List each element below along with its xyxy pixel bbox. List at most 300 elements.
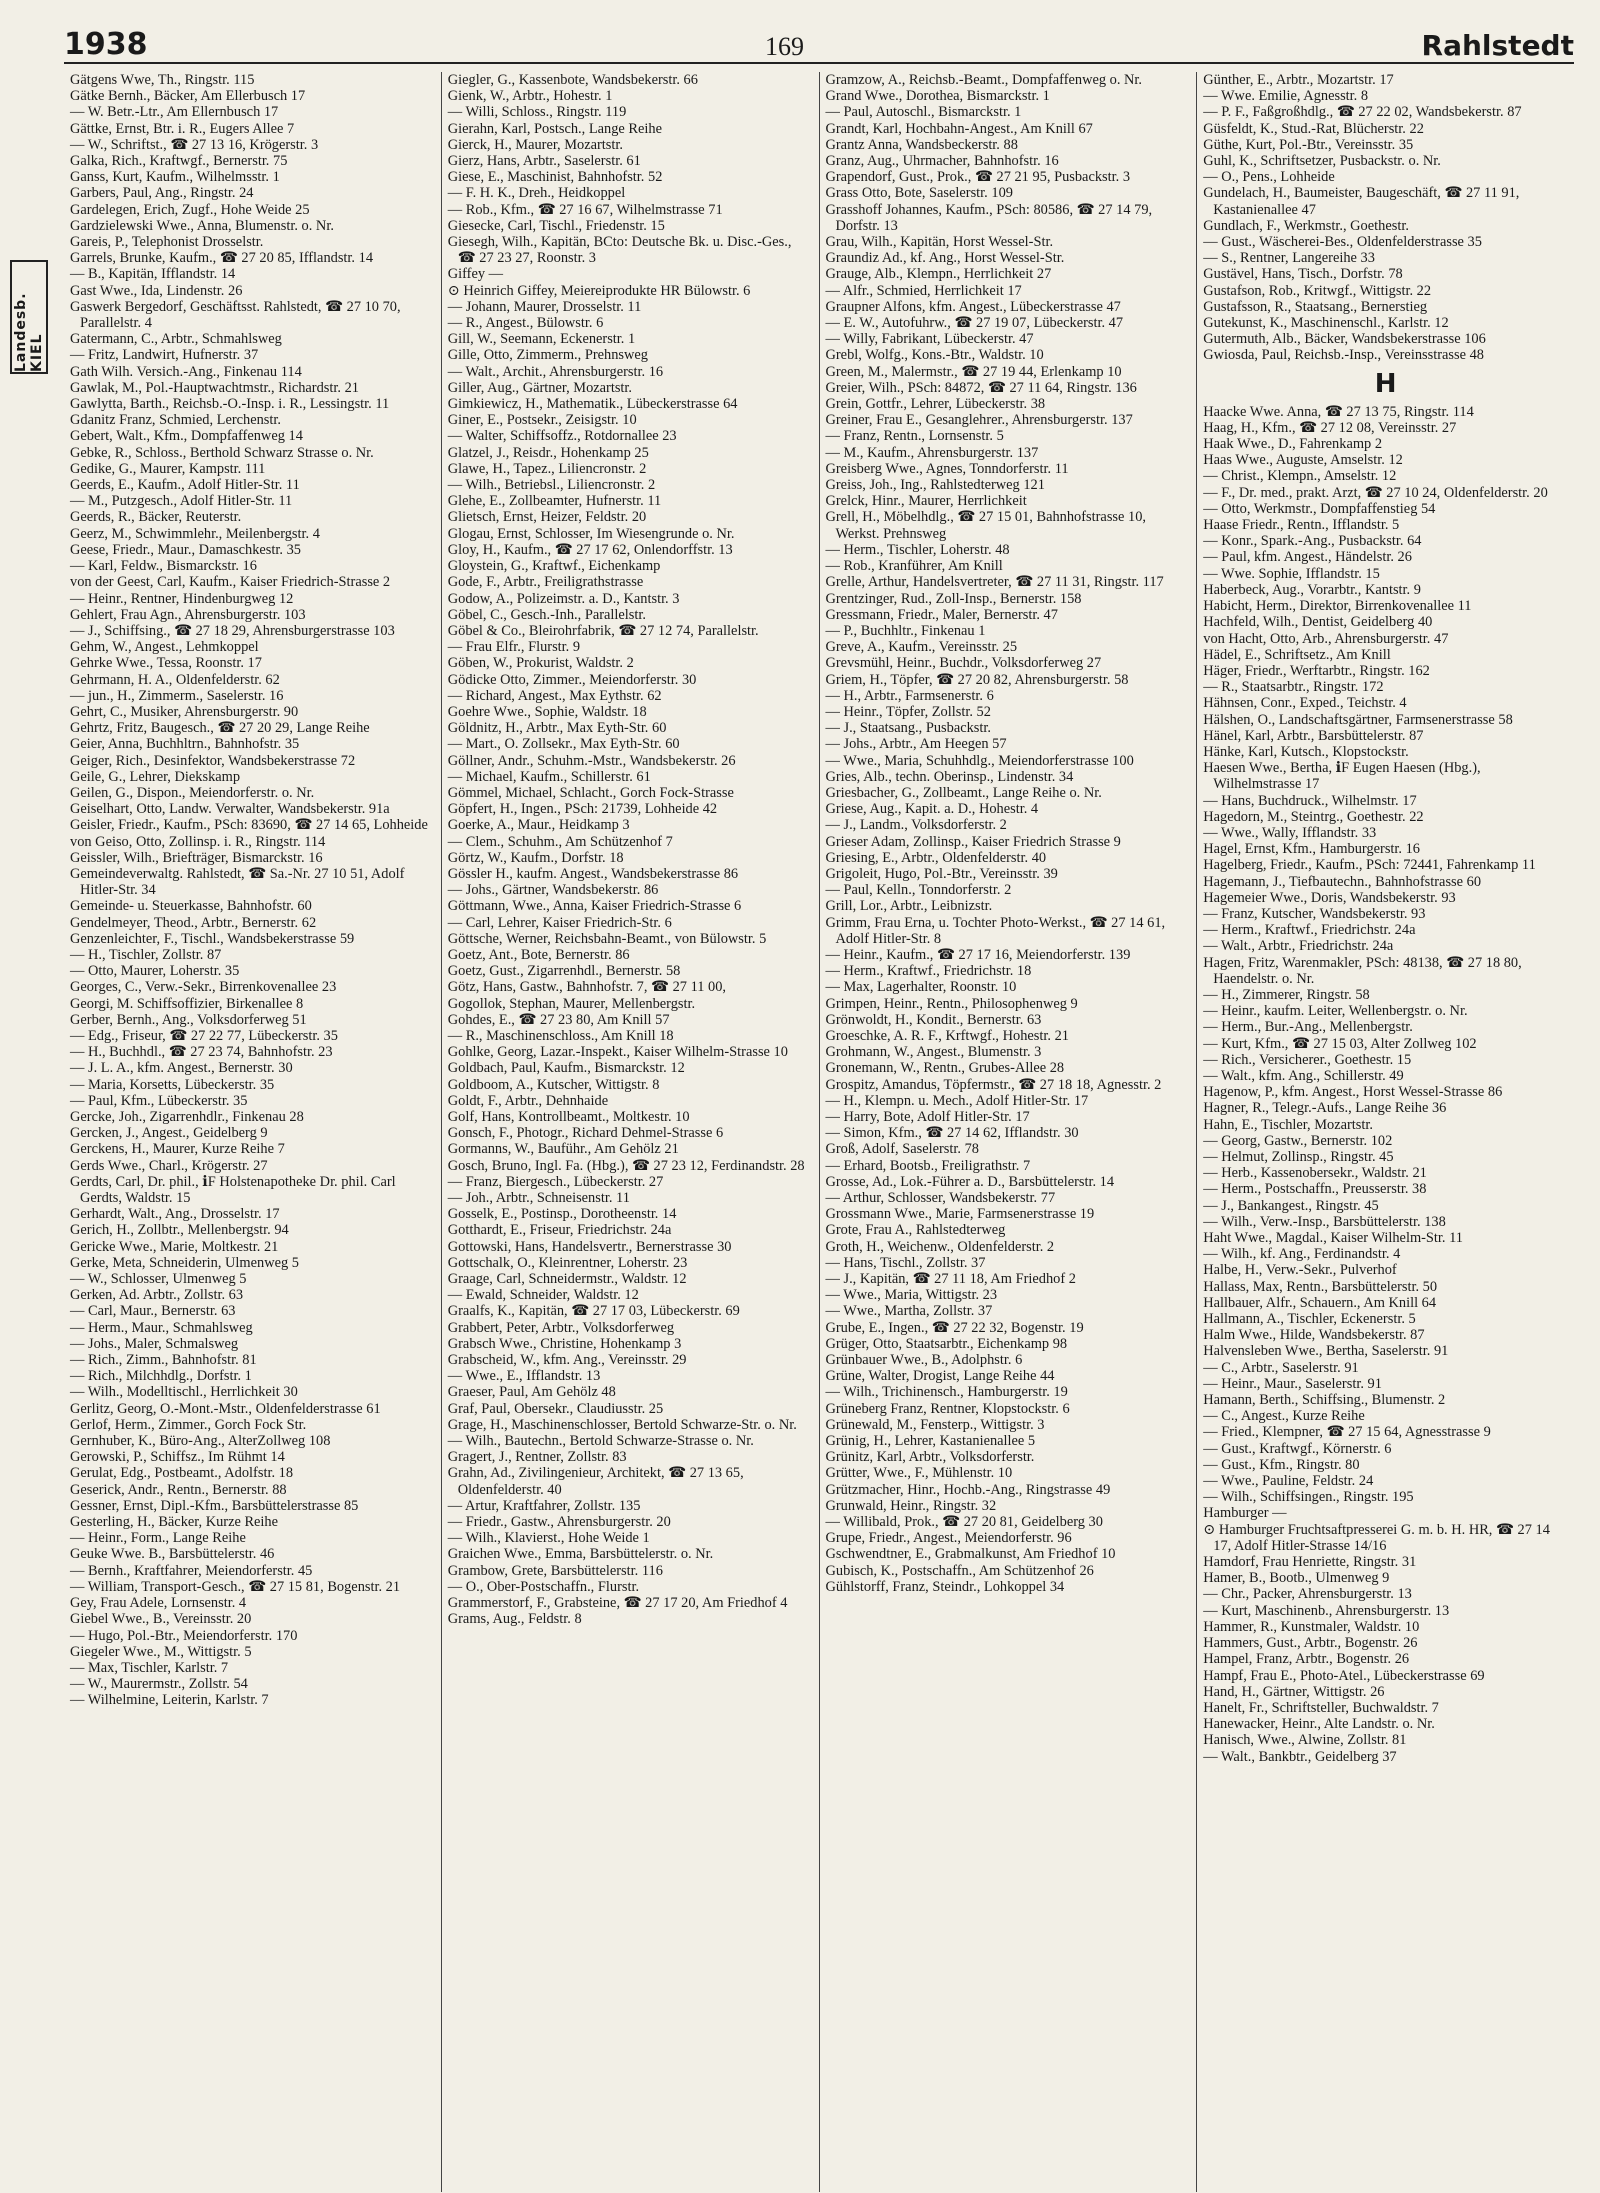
directory-entry: Göllner, Andr., Schuhm.-Mstr., Wandsbekerstr. 26 <box>447 752 736 769</box>
directory-entry: Gosselk, E., Postinsp., Dorotheenstr. 14 <box>447 1206 677 1223</box>
directory-entry: Hanisch, Wwe., Alwine, Zollstr. 81 <box>1203 1732 1407 1749</box>
directory-entry: Grohmann, W., Angest., Blumenstr. 3 <box>825 1044 1042 1061</box>
directory-entry: — Johs., Maler, Schmalsweg <box>70 1335 239 1352</box>
directory-entry: — Harry, Bote, Adolf Hitler-Str. 17 <box>825 1109 1030 1125</box>
directory-entry: — Wilh., Betriebsl., Liliencronstr. 2 <box>447 477 656 494</box>
directory-entry: Giegler, G., Kassenbote, Wandsbekerstr. 66 <box>447 72 698 88</box>
directory-entry: Hand, H., Gärtner, Wittigstr. 26 <box>1203 1683 1385 1700</box>
directory-entry: Gaswerk Bergedorf, Geschäftsst. Rahlstedt, ☎ 27 10 70, Parallelstr. 4 <box>70 298 401 332</box>
directory-entry: — J., Staatsang., Pusbackstr. <box>825 720 991 737</box>
directory-entry: Georgi, M. Schiffsoffizier, Birkenallee 8 <box>70 995 304 1012</box>
directory-entry: Grossmann Wwe., Marie, Farmsenerstrasse 19 <box>825 1206 1095 1223</box>
directory-entry: Gath Wilh. Versich.-Ang., Finkenau 114 <box>70 363 302 380</box>
directory-entry: Graalfs, K., Kapitän, ☎ 27 17 03, Lübeckerstr. 69 <box>447 1303 740 1320</box>
directory-entry: Hallbauer, Alfr., Schauern., Am Knill 64 <box>1203 1294 1437 1311</box>
directory-entry: Gottowski, Hans, Handelsvertr., Bernerstrasse 30 <box>447 1238 732 1255</box>
directory-entry: — Wwe., Maria, Schuhhdlg., Meiendorferstrasse 100 <box>825 752 1134 769</box>
directory-entry: — Wwe., Maria, Wittigstr. 23 <box>825 1287 998 1304</box>
directory-entry: Gries, Alb., techn. Oberinsp., Lindenstr. 34 <box>825 768 1074 785</box>
directory-entry: — Herm., Tischler, Loherstr. 48 <box>825 541 1010 558</box>
library-stamp <box>10 260 48 374</box>
directory-entry: — Herm., Kraftwf., Friedrichstr. 24a <box>1203 922 1416 939</box>
directory-entry: — Walt., Archit., Ahrensburgerstr. 16 <box>447 363 664 380</box>
directory-entry: Günther, E., Arbtr., Mozartstr. 17 <box>1203 72 1394 88</box>
directory-entry: Gwiosda, Paul, Reichsb.-Insp., Vereinsstrasse 48 <box>1203 347 1484 364</box>
directory-entry: Grein, Gottfr., Lehrer, Lübeckerstr. 38 <box>825 396 1046 413</box>
directory-entry: — Wilh., kf. Ang., Ferdinandstr. 4 <box>1203 1246 1401 1263</box>
directory-entry: — J., Bankangest., Ringstr. 45 <box>1203 1197 1379 1214</box>
directory-entry: Hachfeld, Wilh., Dentist, Geidelberg 40 <box>1203 614 1433 631</box>
directory-entry: Gebert, Walt., Kfm., Dompfaffenweg 14 <box>70 428 303 445</box>
directory-entry: Godow, A., Polizeimstr. a. D., Kantstr. 3 <box>447 590 680 607</box>
directory-entry: Goerke, A., Maur., Heidkamp 3 <box>447 817 630 834</box>
directory-entry: — Paul, Autoschl., Bismarckstr. 1 <box>825 104 1022 121</box>
directory-entry: Gebke, R., Schloss., Berthold Schwarz Strasse o. Nr. <box>70 444 374 461</box>
page-number: 169 <box>765 32 805 61</box>
directory-entry: — Max, Tischler, Karlstr. 7 <box>70 1659 229 1676</box>
directory-entry: Gehrke Wwe., Tessa, Roonstr. 17 <box>70 655 262 672</box>
directory-entry: Göpfert, H., Ingen., PSch: 21739, Lohheide 42 <box>447 801 718 818</box>
directory-entry: — W., Maurermstr., Zollstr. 54 <box>70 1676 248 1693</box>
directory-entry: Gill, W., Seemann, Eckenerstr. 1 <box>447 331 636 348</box>
directory-entry: — Kurt, Kfm., ☎ 27 15 03, Alter Zollweg 102 <box>1203 1035 1477 1052</box>
directory-entry: von Geiso, Otto, Zollinsp. i. R., Ringstr. 114 <box>70 833 326 850</box>
directory-entry: Gardelegen, Erich, Zugf., Hohe Weide 25 <box>70 201 310 218</box>
directory-entry: Hagen, Fritz, Warenmakler, PSch: 48138, ☎ 27 18 80, Haendelstr. o. Nr. <box>1203 954 1522 987</box>
directory-entry: Gehrtz, Fritz, Baugesch., ☎ 27 20 29, Lange Reihe <box>70 720 370 737</box>
directory-entry: — C., Arbtr., Saselerstr. 91 <box>1203 1359 1359 1376</box>
directory-entry: Grell, H., Möbelhdlg., ☎ 27 15 01, Bahnhofstrasse 10, Werkst. Prehnsweg <box>825 509 1146 542</box>
directory-entry: Hagedorn, M., Steintrg., Goethestr. 22 <box>1203 808 1424 825</box>
directory-entry: Grentzinger, Rud., Zoll-Insp., Bernerstr. 158 <box>825 590 1082 607</box>
directory-entry: Hänel, Karl, Arbtr., Barsbüttelerstr. 87 <box>1203 727 1424 744</box>
directory-entry: Grabsch Wwe., Christine, Hohenkamp 3 <box>447 1335 682 1352</box>
directory-entry: Gutekunst, K., Maschinenschl., Karlstr. 12 <box>1203 315 1449 332</box>
directory-entry: Grebl, Wolfg., Kons.-Btr., Waldstr. 10 <box>825 347 1044 364</box>
directory-entry: Güthe, Kurt, Pol.-Btr., Vereinsstr. 35 <box>1203 136 1414 153</box>
directory-entry: Grüne, Walter, Drogist, Lange Reihe 44 <box>825 1368 1055 1385</box>
directory-entry: Gierz, Hans, Arbtr., Saselerstr. 61 <box>447 153 641 170</box>
directory-entry: Grapendorf, Gust., Prok., ☎ 27 21 95, Pusbackstr. 3 <box>825 169 1131 186</box>
directory-entry: — H., Tischler, Zollstr. 87 <box>70 946 222 963</box>
directory-entry: ⊙ Hamburger Fruchtsaftpresserei G. m. b. H. HR, ☎ 27 14 17, Adolf Hitler-Strasse 14/16 <box>1203 1521 1550 1554</box>
directory-entry: Geiselhart, Otto, Landw. Verwalter, Wandsbekerstr. 91a <box>70 801 390 818</box>
directory-entry: Hahn, E., Tischler, Mozartstr. <box>1203 1116 1373 1133</box>
directory-entry: Gronemann, W., Rentn., Grubes-Allee 28 <box>825 1060 1065 1077</box>
directory-entry: Gottschalk, O., Kleinrentner, Loherstr. 23 <box>447 1254 688 1271</box>
directory-entry: — S., Rentner, Langereihe 33 <box>1203 250 1375 267</box>
directory-entry: Gerke, Meta, Schneiderin, Ulmenweg 5 <box>70 1254 299 1271</box>
directory-entry: Gedike, G., Maurer, Kampstr. 111 <box>70 460 266 477</box>
directory-entry: Giner, E., Postsekr., Zeisigstr. 10 <box>447 412 637 429</box>
directory-entry: — R., Angest., Bülowstr. 6 <box>447 315 604 332</box>
directory-entry: — Edg., Friseur, ☎ 27 22 77, Lübeckerstr. 35 <box>70 1027 338 1044</box>
directory-entry: Gätgens Wwe, Th., Ringstr. 115 <box>70 72 255 88</box>
directory-entry: Gierck, H., Maurer, Mozartstr. <box>447 136 624 153</box>
directory-entry: Gatermann, C., Arbtr., Schmahlsweg <box>70 331 282 348</box>
directory-entry: Gundlach, F., Werkmstr., Goethestr. <box>1203 217 1409 234</box>
directory-entry: Haase Friedr., Rentn., Ifflandstr. 5 <box>1203 517 1400 534</box>
directory-entry: Giffey — <box>447 266 504 283</box>
directory-entry: Gosch, Bruno, Ingl. Fa. (Hbg.), ☎ 27 23 12, Ferdinandstr. 28 <box>447 1157 805 1174</box>
directory-entry: Gotthardt, E., Friseur, Friedrichstr. 24a <box>447 1222 672 1239</box>
directory-entry: Grospitz, Amandus, Töpfermstr., ☎ 27 18 18, Agnesstr. 2 <box>825 1076 1162 1093</box>
directory-entry: Geissler, Wilh., Briefträger, Bismarckstr. 16 <box>70 849 323 866</box>
directory-entry: Ganss, Kurt, Kaufm., Wilhelmsstr. 1 <box>70 169 280 186</box>
directory-entry: Gerken, Ad. Arbtr., Zollstr. 63 <box>70 1287 244 1304</box>
directory-entry: Grand Wwe., Dorothea, Bismarckstr. 1 <box>825 88 1050 105</box>
directory-entry: Görtz, W., Kaufm., Dorfstr. 18 <box>447 849 624 866</box>
directory-entry: Grütter, Wwe., F., Mühlenstr. 10 <box>825 1465 1013 1482</box>
directory-entry: Gätke Bernh., Bäcker, Am Ellerbusch 17 <box>70 88 306 105</box>
directory-entry: — Wilh., Trichinensch., Hamburgerstr. 19 <box>825 1384 1068 1401</box>
directory-entry: — Karl, Feldw., Bismarckstr. 16 <box>70 558 257 575</box>
directory-entry: Hallass, Max, Rentn., Barsbüttelerstr. 50 <box>1203 1278 1438 1295</box>
directory-entry: Gerhardt, Walt., Ang., Drosselstr. 17 <box>70 1206 280 1223</box>
directory-entry: — F. H. K., Dreh., Heidkoppel <box>447 185 626 202</box>
directory-entry: Granz, Aug., Uhrmacher, Bahnhofstr. 16 <box>825 153 1059 170</box>
directory-entry: Grunwald, Heinr., Ringstr. 32 <box>825 1497 997 1514</box>
directory-entry: — Willi, Schloss., Ringstr. 119 <box>447 104 627 121</box>
directory-entry: Grage, H., Maschinenschlosser, Bertold Schwarze-Str. o. Nr. <box>447 1416 797 1433</box>
directory-entry: Gohlke, Georg, Lazar.-Inspekt., Kaiser Wilhelm-Strasse 10 <box>447 1044 788 1061</box>
directory-entry: Gessner, Ernst, Dipl.-Kfm., Barsbüttelerstrasse 85 <box>70 1497 359 1514</box>
directory-entry: — Wilh., Klavierst., Hohe Weide 1 <box>447 1530 650 1547</box>
directory-entry: Geserick, Andr., Rentn., Bernerstr. 88 <box>70 1481 287 1498</box>
directory-entry: Göbel, C., Gesch.-Inh., Parallelstr. <box>447 606 646 623</box>
directory-entry: Grams, Aug., Feldstr. 8 <box>447 1611 582 1628</box>
directory-entry: — Michael, Kaufm., Schillerstr. 61 <box>447 768 651 785</box>
directory-entry: Garbers, Paul, Ang., Ringstr. 24 <box>70 185 254 202</box>
directory-entry: Gerdts, Carl, Dr. phil., ℹF Holstenapotheke Dr. phil. Carl Gerdts, Waldstr. 15 <box>70 1173 396 1207</box>
directory-entry: Gercken, J., Angest., Geidelberg 9 <box>70 1125 268 1142</box>
directory-entry: Grünewald, M., Fensterp., Wittigstr. 3 <box>825 1416 1045 1433</box>
directory-entry: Hamburger — <box>1203 1505 1287 1522</box>
directory-entry: Groth, H., Weichenw., Oldenfelderstr. 2 <box>825 1238 1055 1255</box>
directory-columns <box>64 72 1574 2192</box>
directory-entry: — Frau Elfr., Flurstr. 9 <box>447 639 581 656</box>
directory-entry: Gehrt, C., Musiker, Ahrensburgerstr. 90 <box>70 703 299 720</box>
directory-entry: Haak Wwe., D., Fahrenkamp 2 <box>1203 436 1383 453</box>
directory-entry: Greiner, Frau E., Gesanglehrer., Ahrensburgerstr. 137 <box>825 412 1133 429</box>
directory-entry: Hanewacker, Heinr., Alte Landstr. o. Nr. <box>1203 1716 1435 1733</box>
directory-entry: — Rich., Milchhdlg., Dorfstr. 1 <box>70 1368 252 1385</box>
directory-entry: Gehrmann, H. A., Oldenfelderstr. 62 <box>70 671 280 688</box>
directory-entry: — W., Schriftst., ☎ 27 13 16, Krögerstr. 3 <box>70 136 319 153</box>
directory-entry: — Wwe., Pauline, Feldstr. 24 <box>1203 1473 1374 1490</box>
directory-entry: — Franz, Kutscher, Wandsbekerstr. 93 <box>1203 905 1426 922</box>
directory-entry: — P. F., Faßgroßhdlg., ☎ 27 22 02, Wandsbekerstr. 87 <box>1203 104 1522 121</box>
directory-entry: — E. W., Autofuhrw., ☎ 27 19 07, Lübeckerstr. 47 <box>825 315 1124 332</box>
directory-entry: — Otto, Werkmstr., Dompfaffenstieg 54 <box>1203 500 1436 517</box>
directory-entry: Gernhuber, K., Büro-Ang., AlterZollweg 108 <box>70 1433 331 1450</box>
directory-entry: Göbel & Co., Bleirohrfabrik, ☎ 27 12 74, Parallelstr. <box>447 622 759 639</box>
directory-entry: — Walt., kfm. Ang., Schillerstr. 49 <box>1203 1067 1404 1084</box>
directory-entry: — Willy, Fabrikant, Lübeckerstr. 47 <box>825 331 1034 348</box>
directory-entry: Gerlitz, Georg, O.-Mont.-Mstr., Oldenfelderstrasse 61 <box>70 1400 381 1417</box>
directory-entry: — J., Schiffsing., ☎ 27 18 29, Ahrensburgerstrasse 103 <box>70 622 395 639</box>
directory-entry: Gühlstorff, Franz, Steindr., Lohkoppel 34 <box>825 1578 1065 1595</box>
directory-entry: Grieser Adam, Zollinsp., Kaiser Friedrich Strasse 9 <box>825 833 1121 850</box>
directory-entry: Graichen Wwe., Emma, Barsbüttelerstr. o. Nr. <box>447 1546 714 1563</box>
directory-entry: — M., Kaufm., Ahrensburgerstr. 137 <box>825 444 1039 461</box>
directory-entry: Gschwendtner, E., Grabmalkunst, Am Friedhof 10 <box>825 1546 1116 1563</box>
directory-entry: Gömmel, Michael, Schlacht., Gorch Fock-Strasse <box>447 784 734 801</box>
directory-entry: Glatzel, J., Reisdr., Hohenkamp 25 <box>447 444 649 461</box>
directory-entry: Grahn, Ad., Zivilingenieur, Architekt, ☎ 27 13 65, Oldenfelderstr. 40 <box>447 1465 744 1498</box>
directory-entry: Grüger, Otto, Staatsarbtr., Eichenkamp 98 <box>825 1335 1068 1352</box>
directory-entry: — Wilh., Verw.-Insp., Barsbüttelerstr. 138 <box>1203 1213 1446 1230</box>
directory-entry: Garrels, Brunke, Kaufm., ☎ 27 20 85, Ifflandstr. 14 <box>70 250 374 267</box>
directory-entry: Greve, A., Kaufm., Vereinsstr. 25 <box>825 639 1018 656</box>
directory-entry: Hälshen, O., Landschaftsgärtner, Farmsenerstrasse 58 <box>1203 711 1513 728</box>
directory-entry: Gdanitz Franz, Schmied, Lerchenstr. <box>70 412 281 429</box>
directory-entry: Gerlof, Herm., Zimmer., Gorch Fock Str. <box>70 1416 307 1433</box>
directory-entry: — Max, Lagerhalter, Roonstr. 10 <box>825 979 1017 996</box>
column-1 <box>64 72 442 2192</box>
directory-entry: — Heinr., Töpfer, Zollstr. 52 <box>825 703 991 720</box>
directory-entry: Hagenow, P., kfm. Angest., Horst Wessel-Strasse 86 <box>1203 1084 1503 1101</box>
directory-entry: Giesecke, Carl, Tischl., Friedenstr. 15 <box>447 217 665 234</box>
directory-entry: — Wilh., Bautechn., Bertold Schwarze-Strasse o. Nr. <box>447 1433 754 1450</box>
directory-entry: — Georg, Gastw., Bernerstr. 102 <box>1203 1132 1393 1149</box>
directory-entry: Hagner, R., Telegr.-Aufs., Lange Reihe 36 <box>1203 1100 1447 1117</box>
directory-entry: Greisberg Wwe., Agnes, Tonndorferstr. 11 <box>825 460 1069 477</box>
column-4 <box>1197 72 1574 2192</box>
directory-entry: Griese, Aug., Kapit. a. D., Hohestr. 4 <box>825 801 1039 818</box>
directory-entry: Grasshoff Johannes, Kaufm., PSch: 80586, ☎ 27 14 79, Dorfstr. 13 <box>825 201 1153 234</box>
directory-entry: Giese, E., Maschinist, Bahnhofstr. 52 <box>447 169 663 186</box>
directory-entry: Hallmann, A., Tischler, Eckenerstr. 5 <box>1203 1311 1416 1328</box>
directory-entry: Gerich, H., Zollbtr., Mellenbergstr. 94 <box>70 1222 289 1239</box>
directory-entry: Grevsmühl, Heinr., Buchdr., Volksdorferweg 27 <box>825 655 1102 672</box>
directory-entry: Gerber, Bernh., Ang., Volksdorferweg 51 <box>70 1011 307 1028</box>
directory-entry: — Richard, Angest., Max Eythstr. 62 <box>447 687 662 704</box>
directory-entry: — H., Zimmerer, Ringstr. 58 <box>1203 986 1370 1003</box>
directory-entry: Gerowski, P., Schiffsz., Im Rühmt 14 <box>70 1449 285 1466</box>
directory-entry: Geuke Wwe. B., Barsbüttelerstr. 46 <box>70 1546 275 1563</box>
directory-entry: — Paul, Kfm., Lübeckerstr. 35 <box>70 1092 248 1109</box>
directory-entry: Goldt, F., Arbtr., Dehnhaide <box>447 1092 609 1109</box>
directory-entry: Gawlak, M., Pol.-Hauptwachtmstr., Richardstr. 21 <box>70 379 359 396</box>
directory-entry: — Erhard, Bootsb., Freiligrathstr. 7 <box>825 1157 1031 1174</box>
directory-entry: — P., Buchhltr., Finkenau 1 <box>825 622 986 639</box>
directory-entry: Geile, G., Lehrer, Diekskamp <box>70 768 241 785</box>
directory-entry: Grote, Frau A., Rahlstedterweg <box>825 1222 1006 1239</box>
directory-entry: Gutermuth, Alb., Bäcker, Wandsbekerstrasse 106 <box>1203 331 1486 348</box>
directory-entry: Goldbach, Paul, Kaufm., Bismarckstr. 12 <box>447 1060 685 1077</box>
directory-entry: — J., Landm., Volksdorferstr. 2 <box>825 817 1007 834</box>
directory-entry: Glawe, H., Tapez., Liliencronstr. 2 <box>447 460 647 477</box>
directory-entry: — W. Betr.-Ltr., Am Ellernbusch 17 <box>70 104 279 121</box>
directory-entry: Greier, Wilh., PSch: 84872, ☎ 27 11 64, Ringstr. 136 <box>825 379 1137 396</box>
directory-entry: Gode, F., Arbtr., Freiligrathstrasse <box>447 574 644 591</box>
directory-entry: — Otto, Maurer, Loherstr. 35 <box>70 963 240 980</box>
directory-entry: Gössler H., kaufm. Angest., Wandsbekerstrasse 86 <box>447 865 739 882</box>
directory-entry: Griem, H., Töpfer, ☎ 27 20 82, Ahrensburgerstr. 58 <box>825 671 1129 688</box>
directory-entry: — William, Transport-Gesch., ☎ 27 15 81, Bogenstr. 21 <box>70 1578 401 1595</box>
directory-entry: — Hans, Buchdruck., Wilhelmstr. 17 <box>1203 792 1417 809</box>
directory-entry: — Arthur, Schlosser, Wandsbekerstr. 77 <box>825 1190 1056 1207</box>
directory-entry: Gerds Wwe., Charl., Krögerstr. 27 <box>70 1157 268 1174</box>
directory-entry: — Hugo, Pol.-Btr., Meiendorferstr. 170 <box>70 1627 298 1644</box>
directory-entry: Haacke Wwe. Anna, ☎ 27 13 75, Ringstr. 114 <box>1203 403 1474 420</box>
directory-entry: Gercke, Joh., Zigarrenhdlr., Finkenau 28 <box>70 1109 304 1125</box>
directory-entry: Grauge, Alb., Klempn., Herrlichkeit 27 <box>825 266 1052 283</box>
directory-entry: — Friedr., Gastw., Ahrensburgerstr. 20 <box>447 1514 671 1531</box>
directory-entry: — Heinr., Rentner, Hindenburgweg 12 <box>70 590 294 607</box>
directory-entry: — jun., H., Zimmerm., Saselerstr. 16 <box>70 687 284 704</box>
directory-entry: Gehlert, Frau Agn., Ahrensburgerstr. 103 <box>70 606 306 623</box>
directory-entry: Grünbauer Wwe., B., Adolphstr. 6 <box>825 1352 1023 1369</box>
directory-entry: — Gust., Kraftwgf., Körnerstr. 6 <box>1203 1440 1392 1457</box>
directory-entry: Georges, C., Verw.-Sekr., Birrenkovenallee 23 <box>70 979 337 996</box>
directory-entry: — R., Staatsarbtr., Ringstr. 172 <box>1203 679 1384 696</box>
directory-entry: — J., Kapitän, ☎ 27 11 18, Am Friedhof 2 <box>825 1271 1076 1288</box>
directory-entry: Grill, Lor., Arbtr., Leibnizstr. <box>825 898 993 915</box>
directory-entry: — Johs., Arbtr., Am Heegen 57 <box>825 736 1007 753</box>
directory-entry: — Simon, Kfm., ☎ 27 14 62, Ifflandstr. 30 <box>825 1125 1079 1142</box>
directory-entry: — Wilh., Schiffsingen., Ringstr. 195 <box>1203 1489 1414 1506</box>
directory-entry: Geilen, G., Dispon., Meiendorferstr. o. Nr. <box>70 784 315 801</box>
directory-entry: Hamann, Berth., Schiffsing., Blumenstr. 2 <box>1203 1392 1446 1409</box>
directory-entry: Gloy, H., Kaufm., ☎ 27 17 62, Onlendorffstr. 13 <box>447 541 733 558</box>
directory-entry: — Wwe., E., Ifflandstr. 13 <box>447 1368 601 1385</box>
directory-entry: — Artur, Kraftfahrer, Zollstr. 135 <box>447 1497 641 1514</box>
directory-entry: — Kurt, Maschinenb., Ahrensburgerstr. 13 <box>1203 1602 1450 1619</box>
directory-entry: — Carl, Maur., Bernerstr. 63 <box>70 1303 236 1320</box>
directory-entry: Halvensleben Wwe., Bertha, Saselerstr. 91 <box>1203 1343 1449 1360</box>
directory-entry: Grau, Wilh., Kapitän, Horst Wessel-Str. <box>825 234 1054 251</box>
directory-entry: — W., Schlosser, Ulmenweg 5 <box>70 1271 247 1288</box>
directory-entry: Green, M., Malermstr., ☎ 27 19 44, Erlenkamp 10 <box>825 363 1122 380</box>
directory-entry: — H., Buchhdl., ☎ 27 23 74, Bahnhofstr. 23 <box>70 1044 333 1061</box>
directory-entry: — Paul, Kelln., Tonndorferstr. 2 <box>825 882 1012 899</box>
directory-entry: Grantz Anna, Wandsbeckerstr. 88 <box>825 136 1018 153</box>
directory-entry: — Rob., Kranführer, Am Knill <box>825 558 1003 575</box>
stamp-text: Landesb. KIEL <box>13 292 45 372</box>
directory-entry: Grelle, Arthur, Handelsvertreter, ☎ 27 11 31, Ringstr. 117 <box>825 574 1164 591</box>
directory-entry: Gohdes, E., ☎ 27 23 80, Am Knill 57 <box>447 1011 670 1028</box>
directory-entry: Gubisch, K., Postschaffn., Am Schützenhof 26 <box>825 1562 1094 1579</box>
column-3 <box>820 72 1198 2192</box>
directory-entry: Goehre Wwe., Sophie, Waldstr. 18 <box>447 703 647 720</box>
directory-entry: Gressmann, Friedr., Maler, Bernerstr. 47 <box>825 606 1058 623</box>
directory-entry: Geisler, Friedr., Kaufm., PSch: 83690, ☎ 27 14 65, Lohheide <box>70 817 428 834</box>
directory-entry: Gericke Wwe., Marie, Moltkestr. 21 <box>70 1238 279 1255</box>
header-place: Rahlstedt <box>1421 29 1574 62</box>
directory-entry: Gendelmeyer, Theod., Arbtr., Bernerstr. 62 <box>70 914 317 931</box>
directory-entry: — Herm., Kraftwf., Friedrichstr. 18 <box>825 963 1032 980</box>
directory-entry: — Christ., Klempn., Amselstr. 12 <box>1203 468 1397 485</box>
directory-entry: Giegeler Wwe., M., Wittigstr. 5 <box>70 1643 252 1660</box>
directory-entry: — Walt., Bankbtr., Geidelberg 37 <box>1203 1748 1397 1765</box>
directory-entry: Gerulat, Edg., Postbeamt., Adolfstr. 18 <box>70 1465 294 1482</box>
directory-entry: Gragert, J., Rentner, Zollstr. 83 <box>447 1449 627 1466</box>
directory-entry: Gemeinde- u. Steuerkasse, Bahnhofstr. 60 <box>70 898 312 915</box>
directory-entry: — Wwe., Martha, Zollstr. 37 <box>825 1303 993 1320</box>
directory-entry: Gardzielewski Wwe., Anna, Blumenstr. o. Nr. <box>70 217 334 234</box>
directory-entry: — Wilh., Modelltischl., Herrlichkeit 30 <box>70 1384 298 1401</box>
directory-entry: Gustafson, Rob., Kritwgf., Wittigstr. 22 <box>1203 282 1432 299</box>
directory-entry: Grube, E., Ingen., ☎ 27 22 32, Bogenstr. 19 <box>825 1319 1084 1336</box>
directory-entry: — Joh., Arbtr., Schneisenstr. 11 <box>447 1190 630 1207</box>
directory-entry: — Clem., Schuhm., Am Schützenhof 7 <box>447 833 673 850</box>
directory-entry: — Gust., Kfm., Ringstr. 80 <box>1203 1456 1360 1473</box>
directory-entry: — Willibald, Prok., ☎ 27 20 81, Geidelberg 30 <box>825 1514 1103 1531</box>
directory-entry: — H., Arbtr., Farmsenerstr. 6 <box>825 687 994 704</box>
directory-entry: — Hans, Tischl., Zollstr. 37 <box>825 1254 986 1271</box>
directory-entry: — Heinr., Maur., Saselerstr. 91 <box>1203 1375 1382 1392</box>
directory-entry: Grigoleit, Hugo, Pol.-Btr., Vereinsstr. 39 <box>825 865 1058 882</box>
header-year: 1938 <box>64 27 148 62</box>
directory-entry: — Heinr., Kaufm., ☎ 27 17 16, Meiendorferstr. 139 <box>825 946 1131 963</box>
directory-entry: — Gust., Wäscherei-Bes., Oldenfelderstrasse 35 <box>1203 234 1482 251</box>
directory-entry: Giesegh, Wilh., Kapitän, BCto: Deutsche Bk. u. Disc.-Ges., ☎ 27 23 27, Roonstr. 3 <box>447 234 792 267</box>
directory-entry: — O., Pens., Lohheide <box>1203 169 1335 186</box>
directory-entry: Grambow, Grete, Barsbüttelerstr. 116 <box>447 1562 663 1579</box>
directory-entry: — O., Ober-Postschaffn., Flurstr. <box>447 1578 640 1595</box>
section-letter: H <box>1374 368 1397 399</box>
directory-entry: Hähnsen, Conr., Exped., Teichstr. 4 <box>1203 695 1407 712</box>
directory-entry: — Wwe. Sophie, Ifflandstr. 15 <box>1203 565 1380 582</box>
directory-entry: Griesing, E., Arbtr., Oldenfelderstr. 40 <box>825 849 1047 866</box>
directory-entry: — Herb., Kassenobersekr., Waldstr. 21 <box>1203 1165 1427 1182</box>
directory-entry: Habicht, Herm., Direktor, Birrenkovenallee 11 <box>1203 598 1472 615</box>
directory-entry: Gundelach, H., Baumeister, Baugeschäft, ☎ 27 11 91, Kastanienallee 47 <box>1203 185 1520 218</box>
directory-entry: — Herm., Bur.-Ang., Mellenbergstr. <box>1203 1019 1413 1036</box>
directory-entry: von Hacht, Otto, Arb., Ahrensburgerstr. 47 <box>1203 630 1449 647</box>
directory-entry: Gehm, W., Angest., Lehmkoppel <box>70 639 259 656</box>
directory-entry: Hanelt, Fr., Schriftsteller, Buchwaldstr. 7 <box>1203 1699 1439 1716</box>
directory-entry: Hagel, Ernst, Kfm., Hamburgerstr. 16 <box>1203 841 1421 858</box>
directory-entry: Halbe, H., Verw.-Sekr., Pulverhof <box>1203 1262 1397 1279</box>
directory-entry: Gierahn, Karl, Postsch., Lange Reihe <box>447 120 662 137</box>
directory-entry: — Herm., Maur., Schmahlsweg <box>70 1319 253 1336</box>
directory-entry: Geier, Anna, Buchhltrn., Bahnhofstr. 35 <box>70 736 300 753</box>
page-header <box>64 22 1574 64</box>
directory-entry: Geerds, R., Bäcker, Reuterstr. <box>70 509 242 526</box>
directory-entry: Grabscheid, W., kfm. Ang., Vereinsstr. 29 <box>447 1352 687 1369</box>
directory-entry: Gawlytta, Barth., Reichsb.-O.-Insp. i. R., Lessingstr. 11 <box>70 396 390 413</box>
directory-entry: — Alfr., Schmied, Herrlichkeit 17 <box>825 282 1022 299</box>
directory-entry: Gast Wwe., Ida, Lindenstr. 26 <box>70 282 243 299</box>
directory-entry: Gramzow, A., Reichsb.-Beamt., Dompfaffenweg o. Nr. <box>825 72 1143 88</box>
directory-entry: Gödicke Otto, Zimmer., Meiendorferstr. 30 <box>447 671 697 688</box>
directory-entry: Groß, Adolf, Saselerstr. 78 <box>825 1141 979 1158</box>
directory-entry: Gareis, P., Telephonist Drosselstr. <box>70 234 264 251</box>
directory-entry: Geiger, Rich., Desinfektor, Wandsbekerstrasse 72 <box>70 752 356 769</box>
directory-entry: Graage, Carl, Schneidermstr., Waldstr. 12 <box>447 1271 687 1288</box>
directory-entry: Graupner Alfons, kfm. Angest., Lübeckerstrasse 47 <box>825 298 1121 315</box>
directory-entry: Halm Wwe., Hilde, Wandsbekerstr. 87 <box>1203 1327 1425 1344</box>
directory-entry: Golf, Hans, Kontrollbeamt., Moltkestr. 10 <box>447 1109 690 1125</box>
directory-entry: Hammers, Gust., Arbtr., Bogenstr. 26 <box>1203 1635 1418 1652</box>
directory-entry: Grosse, Ad., Lok.-Führer a. D., Barsbüttelerstr. 14 <box>825 1173 1115 1190</box>
directory-entry: — Johann, Maurer, Drosselstr. 11 <box>447 298 642 315</box>
directory-entry: Gloystein, G., Kraftwf., Eichenkamp <box>447 558 661 575</box>
directory-entry: Gustafsson, R., Staatsang., Bernerstieg <box>1203 298 1428 315</box>
directory-entry: Goetz, Ant., Bote, Bernerstr. 86 <box>447 946 630 963</box>
directory-entry: — J. L. A., kfm. Angest., Bernerstr. 30 <box>70 1060 293 1077</box>
directory-entry: Grass Otto, Bote, Saselerstr. 109 <box>825 185 1013 202</box>
directory-entry: Giller, Aug., Gärtner, Mozartstr. <box>447 379 633 396</box>
directory-entry: Gormanns, W., Bauführ., Am Gehölz 21 <box>447 1141 679 1158</box>
directory-entry: Hagelberg, Friedr., Kaufm., PSch: 72441, Fahrenkamp 11 <box>1203 857 1536 874</box>
directory-entry: Hagemeier Wwe., Doris, Wandsbekerstr. 93 <box>1203 889 1456 906</box>
directory-entry: — Heinr., kaufm. Leiter, Wellenbergstr. o. Nr. <box>1203 1003 1468 1020</box>
directory-entry: — Franz, Biergesch., Lübeckerstr. 27 <box>447 1173 664 1190</box>
